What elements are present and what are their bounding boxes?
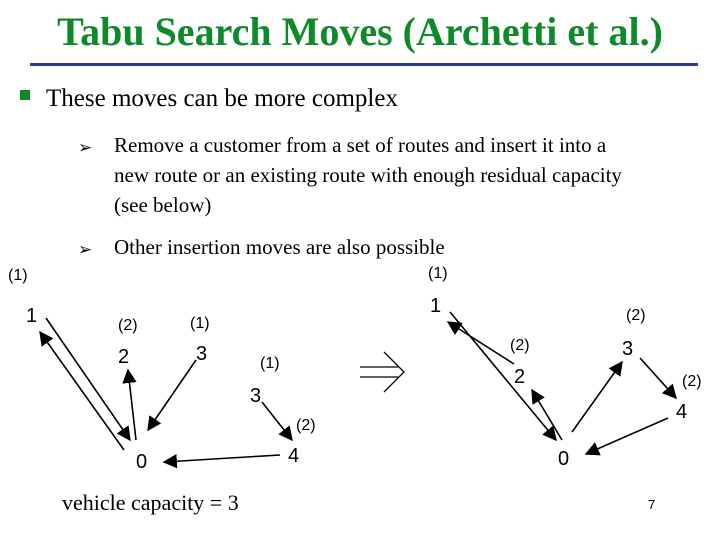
arrow-bullet-icon: ➢ [78, 138, 93, 157]
left-node-3: 3 [196, 343, 208, 365]
right-node-1: 1 [430, 295, 442, 317]
left-demand-2: (2) [118, 317, 138, 334]
left-node-2: 2 [118, 346, 130, 368]
left-node-0: 0 [136, 451, 148, 473]
edge-4-to-0 [164, 455, 280, 462]
left-demand-3b: (1) [260, 355, 280, 372]
left-demand-3: (1) [190, 315, 210, 332]
right-demand-2: (2) [510, 337, 530, 354]
right-demand-3: (2) [626, 307, 646, 324]
right-demand-4: (2) [682, 373, 702, 390]
edge-0-to-1 [40, 332, 124, 450]
left-demand-1: (1) [8, 267, 28, 284]
edge-1-to-0 [450, 312, 556, 440]
right-node-4: 4 [676, 401, 688, 423]
left-node-1: 1 [26, 305, 38, 327]
right-diagram-edges [448, 312, 676, 454]
implies-arrow-icon [360, 352, 404, 392]
edge-0-to-3 [572, 362, 622, 432]
edge-1-to-0 [46, 318, 130, 440]
vehicle-capacity-note: vehicle capacity = 3 [62, 490, 239, 515]
left-node-3b: 3 [250, 385, 262, 407]
slide-title: Tabu Search Moves (Archetti et al.) [57, 9, 663, 54]
right-demand-1: (1) [428, 265, 448, 282]
edge-0-to-2 [128, 370, 136, 440]
right-node-3: 3 [622, 338, 634, 360]
sub-bullet-1-line-2: new route or an existing route with enough residual capacity [114, 163, 622, 187]
sub-bullet-2: Other insertion moves are also possible [114, 235, 445, 259]
sub-bullet-1-line-1: Remove a customer from a set of routes and insert it into a [114, 133, 607, 157]
bullet-text: These moves can be more complex [46, 85, 398, 112]
page-number: 7 [648, 497, 656, 512]
edge-2-to-1 [448, 322, 514, 364]
sub-bullet-1-line-3: (see below) [114, 193, 212, 217]
edge-4-to-0 [586, 418, 668, 454]
right-node-2: 2 [514, 366, 526, 388]
right-node-0: 0 [558, 448, 570, 470]
left-demand-4: (2) [296, 417, 316, 434]
left-node-4: 4 [288, 445, 300, 467]
edge-0-to-2 [532, 390, 562, 440]
edge-3-to-0 [148, 360, 196, 430]
edge-3b-to-4 [262, 402, 292, 440]
arrow-bullet-icon: ➢ [78, 240, 93, 259]
edge-3-to-4 [640, 358, 676, 398]
